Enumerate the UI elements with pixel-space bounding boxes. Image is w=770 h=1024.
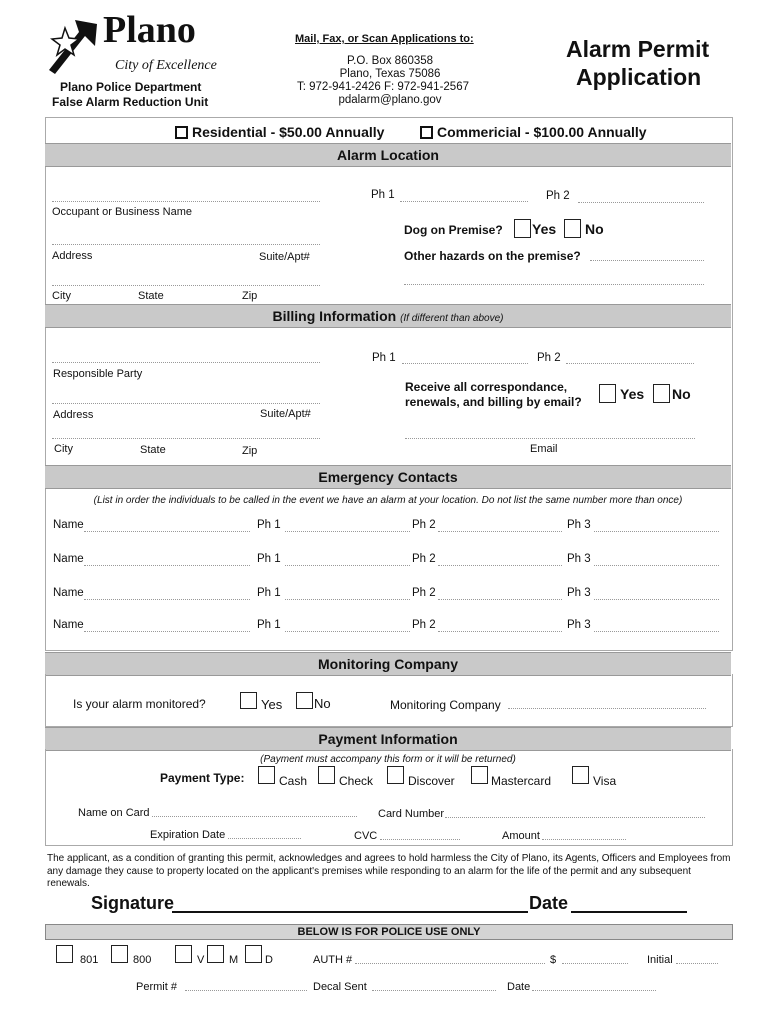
bill-email-label: Email	[530, 443, 558, 455]
dog-no-label: No	[585, 221, 604, 237]
card-number-field[interactable]	[445, 817, 705, 818]
hazards-field-2[interactable]	[404, 284, 704, 285]
logo-tagline: City of Excellence	[115, 58, 217, 73]
ph3-label: Ph 3	[567, 587, 591, 599]
email-question-2: renewals, and billing by email?	[405, 395, 582, 409]
loc-zip-label: Zip	[242, 290, 258, 302]
email-no-label: No	[672, 386, 691, 402]
code-801-label: 801	[80, 954, 99, 966]
payment-heading: Payment Information	[45, 727, 731, 751]
name-on-card-label: Name on Card	[78, 807, 150, 819]
loc-ph1-label: Ph 1	[371, 189, 395, 201]
name-field[interactable]	[84, 531, 250, 532]
monitored-yes-checkbox[interactable]	[240, 692, 257, 709]
hazards-field[interactable]	[590, 260, 704, 261]
loc-ph2-field[interactable]	[578, 202, 704, 203]
name-label: Name	[53, 619, 84, 631]
responsible-label: Responsible Party	[53, 368, 143, 380]
payment-note: (Payment must accompany this form or it will be returned)	[260, 754, 516, 765]
ph3-field[interactable]	[594, 565, 719, 566]
po-box: P.O. Box 860358	[346, 55, 434, 67]
check-label: Check	[339, 774, 374, 788]
signature-label: Signature	[91, 893, 175, 913]
ph3-label: Ph 3	[567, 519, 591, 531]
code-v-checkbox[interactable]	[175, 945, 192, 963]
loc-ph1-field[interactable]	[400, 201, 528, 202]
code-m-label: M	[229, 954, 239, 966]
code-801-checkbox[interactable]	[56, 945, 73, 963]
ph1-field[interactable]	[285, 599, 410, 600]
expiration-field[interactable]	[228, 838, 301, 839]
cash-checkbox[interactable]	[258, 766, 275, 784]
code-m-checkbox[interactable]	[207, 945, 224, 963]
code-800-label: 800	[133, 954, 152, 966]
city-state: Plano, Texas 75086	[339, 68, 441, 80]
permit-field[interactable]	[185, 990, 307, 991]
name-field[interactable]	[84, 565, 250, 566]
star-logo-icon	[45, 18, 103, 76]
loc-city-field[interactable]	[52, 285, 320, 286]
decal-field[interactable]	[372, 990, 496, 991]
email-yes-label: Yes	[620, 386, 645, 402]
dept-name: Plano Police Department	[60, 80, 202, 94]
expiration-label: Expiration Date	[150, 829, 226, 841]
ph1-label: Ph 1	[257, 619, 281, 631]
code-d-label: D	[265, 954, 273, 966]
card-number-label: Card Number	[378, 808, 445, 820]
ph2-label: Ph 2	[412, 619, 436, 631]
code-v-label: V	[197, 954, 205, 966]
dollar-label: $	[550, 954, 557, 966]
loc-state-label: State	[138, 290, 164, 302]
loc-ph2-label: Ph 2	[546, 190, 570, 202]
ph1-field[interactable]	[285, 631, 410, 632]
loc-address-field[interactable]	[52, 244, 320, 245]
ph2-label: Ph 2	[412, 519, 436, 531]
emergency-heading: Emergency Contacts	[45, 465, 731, 489]
bill-ph1-field[interactable]	[402, 363, 528, 364]
dog-no-checkbox[interactable]	[564, 219, 581, 238]
form-title-line1: Alarm Permit	[566, 36, 710, 62]
loc-address-label: Address	[52, 250, 93, 262]
city-logo	[45, 9, 220, 76]
ph3-field[interactable]	[594, 599, 719, 600]
name-label: Name	[53, 553, 84, 565]
alarm-location-heading: Alarm Location	[45, 143, 731, 167]
bill-address-field[interactable]	[52, 403, 320, 404]
ph3-field[interactable]	[594, 531, 719, 532]
ph3-label: Ph 3	[567, 619, 591, 631]
ph2-field[interactable]	[438, 631, 562, 632]
cash-label: Cash	[279, 774, 308, 788]
billing-heading: Billing Information (If different than above)	[45, 304, 731, 328]
initial-label: Initial	[647, 954, 673, 966]
ph1-field[interactable]	[285, 565, 410, 566]
ph1-field[interactable]	[285, 531, 410, 532]
email-no-checkbox[interactable]	[653, 384, 670, 403]
residential-label: Residential - $50.00 Annually	[192, 124, 385, 140]
monitoring-heading: Monitoring Company	[45, 652, 731, 676]
mastercard-label: Mastercard	[491, 774, 552, 788]
signature-line[interactable]	[172, 911, 528, 913]
dog-label: Dog on Premise?	[404, 223, 503, 237]
ph3-label: Ph 3	[567, 553, 591, 565]
discover-checkbox[interactable]	[387, 766, 404, 784]
phone-fax: T: 972-941-2426 F: 972-941-2567	[297, 81, 469, 93]
dog-yes-label: Yes	[532, 221, 557, 237]
monitored-yes-label: Yes	[261, 697, 283, 712]
bill-city-field[interactable]	[52, 438, 320, 439]
bill-city-label: City	[54, 443, 73, 455]
decal-label: Decal Sent	[313, 981, 367, 993]
monitoring-company-label: Monitoring Company	[390, 698, 501, 712]
residential-checkbox[interactable]	[175, 126, 188, 139]
cvc-field[interactable]	[380, 839, 460, 840]
signature-date-line[interactable]	[571, 911, 687, 913]
police-date-label: Date	[507, 981, 531, 993]
contact-email: pdalarm@plano.gov	[338, 94, 442, 106]
code-800-checkbox[interactable]	[111, 945, 128, 963]
discover-label: Discover	[408, 774, 455, 788]
monitoring-company-field[interactable]	[508, 708, 706, 709]
emergency-note: (List in order the individuals to be called in the event we have an alarm at your location. Do not list the same number more than once)	[93, 495, 683, 506]
monitored-no-checkbox[interactable]	[296, 692, 313, 709]
monitored-no-label: No	[314, 696, 331, 711]
permit-label: Permit #	[136, 981, 177, 993]
ph1-label: Ph 1	[257, 587, 281, 599]
name-field[interactable]	[84, 631, 250, 632]
bill-email-field[interactable]	[405, 438, 695, 439]
mastercard-checkbox[interactable]	[471, 766, 488, 784]
name-on-card-field[interactable]	[152, 816, 357, 817]
cvc-label: CVC	[354, 830, 378, 842]
occupant-field[interactable]	[52, 201, 320, 202]
auth-label: AUTH #	[313, 954, 353, 966]
bill-ph2-field[interactable]	[566, 363, 694, 364]
ph2-field[interactable]	[438, 599, 562, 600]
commercial-label: Commericial - $100.00 Annually	[437, 124, 647, 140]
form-title-line2: Application	[576, 64, 702, 90]
ph2-field[interactable]	[438, 565, 562, 566]
name-field[interactable]	[84, 599, 250, 600]
bill-state-label: State	[140, 444, 166, 456]
check-checkbox[interactable]	[318, 766, 335, 784]
ph2-label: Ph 2	[412, 553, 436, 565]
dog-yes-checkbox[interactable]	[514, 219, 531, 238]
police-heading-bar	[45, 924, 733, 940]
visa-checkbox[interactable]	[572, 766, 589, 784]
bill-address-label: Address	[53, 409, 94, 421]
logo-text: Plano	[103, 9, 196, 51]
monitored-question: Is your alarm monitored?	[73, 697, 206, 711]
signature-date-label: Date	[529, 893, 569, 913]
amount-field[interactable]	[542, 839, 626, 840]
email-question-1: Receive all correspondance,	[405, 380, 568, 394]
auth-field[interactable]	[355, 963, 545, 964]
ph1-label: Ph 1	[257, 519, 281, 531]
name-label: Name	[53, 519, 84, 531]
bill-zip-label: Zip	[242, 445, 258, 457]
email-yes-checkbox[interactable]	[599, 384, 616, 403]
police-heading: BELOW IS FOR POLICE USE ONLY	[297, 926, 481, 938]
occupant-label: Occupant or Business Name	[52, 206, 193, 218]
loc-suite-label: Suite/Apt#	[259, 251, 310, 263]
name-label: Name	[53, 587, 84, 599]
ph3-field[interactable]	[594, 631, 719, 632]
loc-city-label: City	[52, 290, 71, 302]
dollar-field[interactable]	[562, 963, 628, 964]
agreement-text: The applicant, as a condition of granting this permit, acknowledges and agrees to hold harmless the City of Plano, its Agents, Officers and Employees from any damage they cause to property located on the applicant's premises while responding to an alarm for the life of the permit and any subsequent renewals.	[47, 853, 731, 889]
ph1-label: Ph 1	[257, 553, 281, 565]
hazards-label: Other hazards on the premise?	[404, 249, 581, 263]
bill-suite-label: Suite/Apt#	[260, 408, 311, 420]
mail-heading: Mail, Fax, or Scan Applications to:	[295, 33, 474, 45]
ph2-field[interactable]	[438, 531, 562, 532]
ph2-label: Ph 2	[412, 587, 436, 599]
bill-ph2-label: Ph 2	[537, 352, 561, 364]
police-date-field[interactable]	[532, 990, 656, 991]
responsible-field[interactable]	[52, 362, 320, 363]
initial-field[interactable]	[676, 963, 718, 964]
commercial-checkbox[interactable]	[420, 126, 433, 139]
code-d-checkbox[interactable]	[245, 945, 262, 963]
dept-unit: False Alarm Reduction Unit	[52, 95, 209, 109]
payment-type-label: Payment Type:	[160, 771, 245, 785]
visa-label: Visa	[593, 774, 617, 788]
amount-label: Amount	[502, 830, 540, 842]
bill-ph1-label: Ph 1	[372, 352, 396, 364]
